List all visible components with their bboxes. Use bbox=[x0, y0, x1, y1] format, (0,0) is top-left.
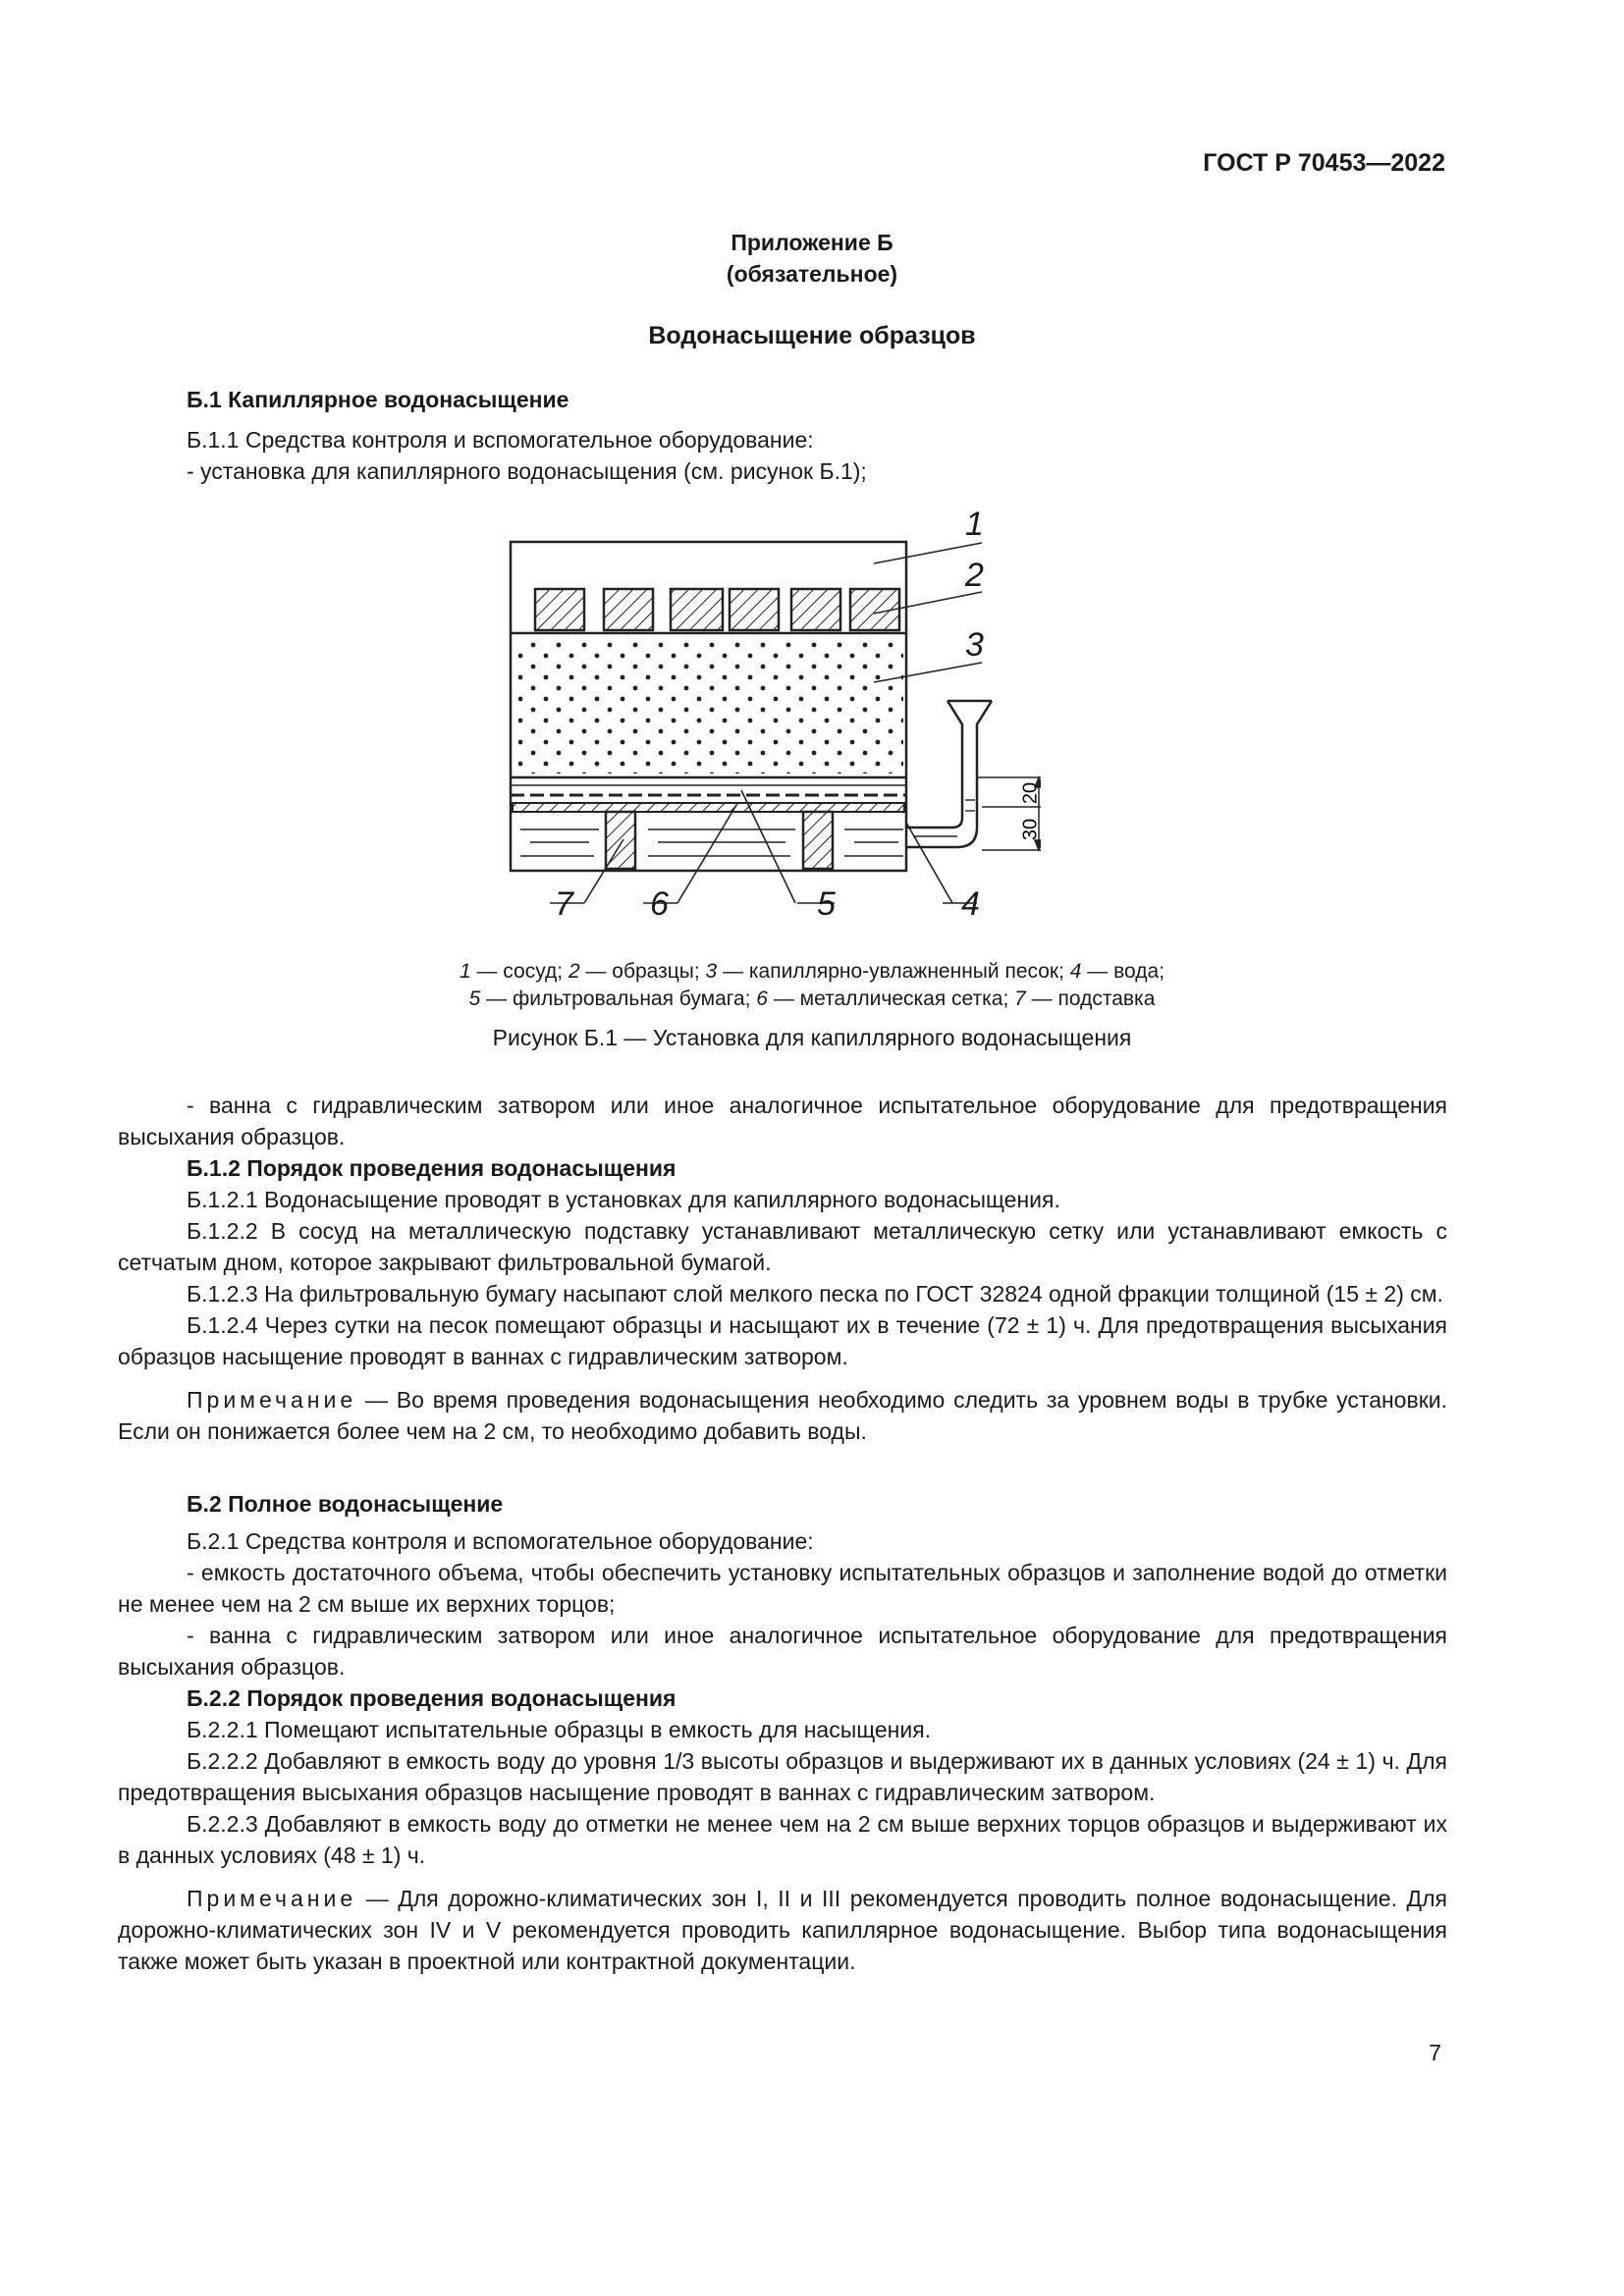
list-item-container: - емкость достаточного объема, чтобы обеспечить установку испытательных образцов и заполнение водой до отметки не менее чем на 2 см выше их верхних торцов; bbox=[118, 1560, 1447, 1617]
document-code: ГОСТ Р 70453—2022 bbox=[1203, 149, 1445, 177]
list-item-bath: - ванна с гидравлическим затвором или иное аналогичное испытательное оборудование для предотвращения высыхания образцов. bbox=[118, 1093, 1447, 1149]
paragraph-b221: Б.2.2.1 Помещают испытательные образцы в емкость для насыщения. bbox=[187, 1717, 932, 1742]
page-number: 7 bbox=[1429, 2040, 1441, 2065]
label-3: 3 bbox=[965, 626, 984, 664]
appendix-heading: Водонасыщение образцов bbox=[648, 322, 976, 349]
note-b1: Примечание — Во время проведения водонасыщения необходимо следить за уровнем воды в трубке установки. Если он понижается более чем на 2 см, то необходимо добавить воды. bbox=[118, 1387, 1447, 1444]
list-item-bath-2: - ванна с гидравлическим затвором или иное аналогичное испытательное оборудование для предотвращения высыхания образцов. bbox=[118, 1623, 1447, 1680]
subsection-b22-heading: Б.2.2 Порядок проведения водонасыщения bbox=[187, 1685, 677, 1711]
label-4: 4 bbox=[961, 885, 980, 923]
paragraph-b223: Б.2.2.3 Добавляют в емкость воду до отметки не менее чем на 2 см выше верхних торцов образцов и выдерживают их в данных условиях (48 ± 1) ч. bbox=[118, 1811, 1447, 1868]
appendix-status: (обязательное) bbox=[726, 261, 898, 287]
side-tube bbox=[906, 701, 992, 847]
section-b1-body bbox=[118, 1090, 1447, 1447]
paragraph-b121: Б.1.2.1 Водонасыщение проводят в установках для капиллярного водонасыщения. bbox=[187, 1187, 1060, 1212]
paragraph-b124: Б.1.2.4 Через сутки на песок помещают образцы и насыщают их в течение (72 ± 1) ч. Для предотвращения высыхания образцов насыщение проводят в ваннах с гидравлическим затвором. bbox=[118, 1312, 1447, 1369]
section-b2-heading: Б.2 Полное водонасыщение bbox=[187, 1491, 504, 1517]
label-1: 1 bbox=[965, 506, 984, 543]
figure-legend-line2: 5 — фильтровальная бумага; 6 — металлическая сетка; 7 — подставка bbox=[468, 988, 1156, 1010]
figure-capillary-setup bbox=[491, 496, 1041, 933]
dimension-30: 30 bbox=[1019, 818, 1041, 841]
list-item-installation: - установка для капиллярного водонасыщения (см. рисунок Б.1); bbox=[187, 458, 867, 484]
paragraph-b122: Б.1.2.2 В сосуд на металлическую подставку устанавливают металлическую сетку или устанавливают емкость с сетчатым дном, которое закрывают фильтровальной бумагой. bbox=[118, 1218, 1447, 1275]
subsection-b12-heading: Б.1.2 Порядок проведения водонасыщения bbox=[187, 1155, 677, 1181]
section-b1-heading: Б.1 Капиллярное водонасыщение bbox=[187, 387, 569, 412]
label-7: 7 bbox=[555, 885, 573, 923]
metal-mesh bbox=[513, 803, 904, 812]
paragraph-b21: Б.2.1 Средства контроля и вспомогательное оборудование: bbox=[187, 1528, 814, 1554]
samples bbox=[535, 589, 899, 630]
label-6: 6 bbox=[650, 885, 669, 923]
section-b2-body bbox=[118, 1488, 1447, 1977]
appendix-title: Приложение Б bbox=[731, 230, 893, 255]
figure-caption: Рисунок Б.1 — Установка для капиллярного водонасыщения bbox=[492, 1025, 1132, 1050]
dimension-20: 20 bbox=[1019, 781, 1041, 805]
label-2: 2 bbox=[965, 557, 984, 594]
paragraph-b1-1: Б.1.1 Средства контроля и вспомогательное оборудование: bbox=[187, 427, 814, 453]
note-b2: Примечание — Для дорожно-климатических зон I, II и III рекомендуется проводить полное водонасыщение. Для дорожно-климатических зон IV и V рекомендуется проводить капиллярное водонасыщение. Выбор типа водонасыщения также может быть указан в проектной или контрактной документации. bbox=[118, 1886, 1447, 1974]
paragraph-b222: Б.2.2.2 Добавляют в емкость воду до уровня 1/3 высоты образцов и выдерживают их в данных условиях (24 ± 1) ч. Для предотвращения высыхания образцов насыщение проводят в ваннах с гидравлическим затвором. bbox=[118, 1748, 1447, 1805]
figure-legend-line1: 1 — сосуд; 2 — образцы; 3 — капиллярно-увлажненный песок; 4 — вода; bbox=[459, 960, 1165, 983]
sand bbox=[518, 638, 903, 774]
stand-right bbox=[803, 812, 833, 869]
label-5: 5 bbox=[817, 885, 836, 923]
paragraph-b123: Б.1.2.3 На фильтровальную бумагу насыпают слой мелкого песка по ГОСТ 32824 одной фракции толщиной (15 ± 2) см. bbox=[187, 1281, 1443, 1307]
